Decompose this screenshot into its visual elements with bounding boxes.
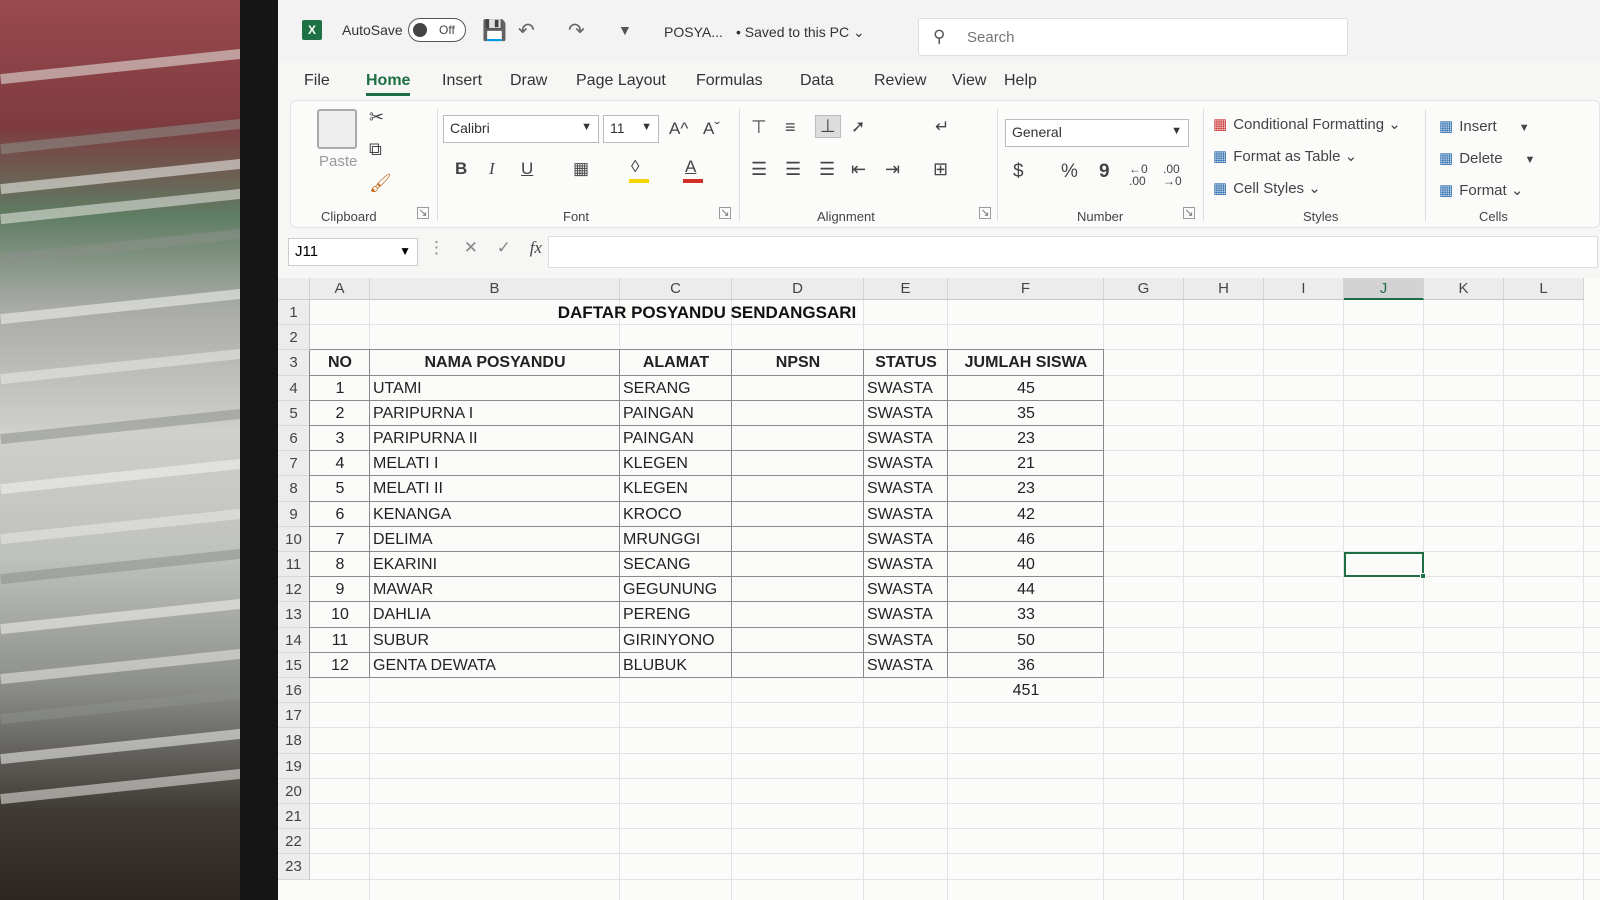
autosave-state: Off xyxy=(439,23,455,37)
table-cell[interactable]: MELATI II xyxy=(373,480,443,498)
search-input[interactable] xyxy=(967,25,1327,49)
paper-stack-edge xyxy=(0,686,258,724)
table-cell[interactable]: SWASTA xyxy=(867,656,933,674)
autosave-label: AutoSave xyxy=(342,22,403,38)
divider xyxy=(739,109,740,221)
table-cell[interactable]: KLEGEN xyxy=(623,455,688,473)
chevron-down-icon: ▼ xyxy=(641,121,652,133)
table-border xyxy=(310,400,1104,401)
table-cell[interactable] xyxy=(732,502,864,527)
shrink-font-icon[interactable]: Aˇ xyxy=(703,119,720,138)
row-header-11[interactable]: 11 xyxy=(278,552,310,577)
table-cell[interactable]: EKARINI xyxy=(373,556,438,573)
autosave-toggle[interactable] xyxy=(408,18,466,42)
row-header-14[interactable]: 14 xyxy=(278,628,310,653)
table-header-cell[interactable]: STATUS xyxy=(875,354,937,372)
paper-stack-edge xyxy=(0,726,258,764)
column-header-k[interactable]: K xyxy=(1424,278,1504,300)
underline-button[interactable]: U xyxy=(521,159,534,178)
table-cell[interactable] xyxy=(732,628,864,653)
excel-app-icon: X xyxy=(302,20,322,40)
table-border xyxy=(310,526,1104,527)
tab-insert[interactable]: Insert xyxy=(442,72,483,89)
row-header-1[interactable]: 1 xyxy=(278,300,310,325)
gridline xyxy=(310,753,1600,754)
table-border xyxy=(310,677,1104,678)
font-size-dropdown[interactable] xyxy=(603,115,659,143)
table-cell[interactable] xyxy=(732,552,864,577)
wrap-text-icon[interactable]: ↵ xyxy=(935,117,950,136)
paper-stack-edge xyxy=(0,226,258,264)
paper-stack-edge xyxy=(0,346,258,384)
row-header-4[interactable]: 4 xyxy=(278,376,310,401)
column-header-f[interactable]: F xyxy=(948,278,1104,300)
table-border xyxy=(310,576,1104,577)
delete-cells-icon: ▦ xyxy=(1439,150,1454,167)
row-header-18[interactable]: 18 xyxy=(278,728,310,753)
name-box[interactable] xyxy=(288,238,418,266)
column-header-e[interactable]: E xyxy=(864,278,948,300)
table-cell[interactable]: SECANG xyxy=(623,556,691,573)
table-cell[interactable]: 8 xyxy=(335,556,345,573)
clipboard-group-label: Clipboard xyxy=(321,209,377,224)
alignment-group-label: Alignment xyxy=(817,209,875,224)
column-header-b[interactable]: B xyxy=(370,278,620,300)
align-right-icon[interactable]: ☰ xyxy=(819,159,836,179)
document-title[interactable]: POSYA... xyxy=(664,24,723,40)
font-name-dropdown[interactable] xyxy=(443,115,599,143)
align-top-icon[interactable]: ⊤ xyxy=(751,117,767,137)
customize-toolbar-icon[interactable]: ▼ xyxy=(618,22,632,38)
row-header-15[interactable]: 15 xyxy=(278,653,310,678)
table-border xyxy=(310,551,1104,552)
table-cell[interactable]: 4 xyxy=(335,455,345,473)
table-cell[interactable]: 6 xyxy=(335,505,345,523)
redo-icon[interactable]: ↷ xyxy=(568,20,585,42)
table-cell[interactable]: PARIPURNA II xyxy=(373,430,478,447)
gridline xyxy=(1263,300,1264,900)
font-launcher-icon[interactable]: ↘ xyxy=(720,207,730,219)
table-cell[interactable]: 44 xyxy=(1017,581,1035,599)
table-header-cell[interactable]: JUMLAH SISWA xyxy=(964,354,1088,372)
insert-cells-button[interactable] xyxy=(1439,117,1530,135)
merge-center-icon[interactable]: ⊞ xyxy=(933,159,949,179)
more-icon[interactable]: ⋮ xyxy=(428,238,445,257)
paper-stack-edge xyxy=(0,596,258,634)
cell-styles-icon: ▦ xyxy=(1213,180,1228,197)
sheet-title[interactable]: DAFTAR POSYANDU SENDANGSARI xyxy=(557,303,857,322)
cancel-icon[interactable]: ✕ xyxy=(463,238,478,257)
table-cell[interactable] xyxy=(732,653,864,678)
copy-icon[interactable]: ⧉ xyxy=(369,139,382,159)
column-header-a[interactable]: A xyxy=(310,278,370,300)
alignment-launcher-icon[interactable]: ↘ xyxy=(980,207,990,219)
table-cell[interactable]: 2 xyxy=(335,404,345,422)
table-cell[interactable]: GENTA DEWATA xyxy=(373,656,496,674)
gridline xyxy=(1423,300,1424,900)
conditional-formatting-label: Conditional Formatting ⌄ xyxy=(1233,116,1401,133)
clipboard-launcher-icon[interactable]: ↘ xyxy=(418,207,428,219)
active-cell-selection[interactable] xyxy=(1344,552,1424,577)
table-cell[interactable]: 10 xyxy=(331,606,349,624)
column-header-j[interactable]: J xyxy=(1344,278,1424,300)
formula-bar xyxy=(278,232,1600,274)
decrease-decimal-button[interactable]: .00 →0 xyxy=(1163,162,1182,188)
paper-stack-edge xyxy=(0,46,258,84)
table-border xyxy=(310,652,1104,653)
table-cell[interactable] xyxy=(732,577,864,602)
table-cell[interactable]: 35 xyxy=(1017,404,1035,422)
gridline xyxy=(310,853,1600,854)
table-cell[interactable]: SERANG xyxy=(623,379,691,397)
format-as-table-icon: ▦ xyxy=(1213,148,1228,165)
format-as-table-label: Format as Table ⌄ xyxy=(1233,148,1358,165)
row-header-16[interactable]: 16 xyxy=(278,678,310,703)
table-cell[interactable]: DAHLIA xyxy=(373,606,431,624)
table-cell[interactable]: SWASTA xyxy=(867,404,933,422)
table-border xyxy=(310,627,1104,628)
table-cell[interactable]: MAWAR xyxy=(373,581,434,599)
table-border xyxy=(310,501,1104,502)
table-cell[interactable]: SWASTA xyxy=(867,379,933,397)
table-cell[interactable]: PAINGAN xyxy=(623,430,694,447)
tab-home[interactable]: Home xyxy=(366,72,410,96)
table-cell[interactable]: 45 xyxy=(1017,379,1035,397)
delete-cells-button[interactable] xyxy=(1439,149,1535,167)
table-cell[interactable]: SWASTA xyxy=(867,581,933,599)
table-cell[interactable]: 42 xyxy=(1017,505,1035,523)
chevron-down-icon: ▼ xyxy=(399,244,411,258)
paper-stack-edge xyxy=(0,406,258,444)
table-border xyxy=(731,350,732,678)
name-box-value: J11 xyxy=(295,243,319,260)
paper-stack-edge xyxy=(0,766,258,804)
row-header-19[interactable]: 19 xyxy=(278,754,310,779)
table-border xyxy=(310,601,1104,602)
table-cell[interactable]: MELATI I xyxy=(373,455,439,473)
table-border xyxy=(863,350,864,678)
table-cell[interactable]: SWASTA xyxy=(867,631,933,649)
fill-color-icon[interactable]: ◊ xyxy=(631,157,640,176)
table-cell[interactable] xyxy=(732,602,864,627)
tab-file[interactable]: File xyxy=(304,72,330,89)
number-format: General xyxy=(1012,124,1062,140)
paste-label[interactable]: Paste xyxy=(319,153,358,170)
table-border xyxy=(619,350,620,678)
column-header-h[interactable]: H xyxy=(1184,278,1264,300)
table-cell[interactable]: UTAMI xyxy=(373,379,422,397)
search-box[interactable] xyxy=(918,18,1348,56)
gridline xyxy=(310,879,1600,880)
table-header-cell[interactable]: NO xyxy=(328,354,352,372)
save-icon[interactable]: 💾 xyxy=(482,20,507,42)
number-format-dropdown[interactable] xyxy=(1005,119,1189,147)
comma-style-button[interactable]: 9 xyxy=(1099,161,1110,182)
table-border xyxy=(310,375,1104,376)
enter-icon[interactable]: ✓ xyxy=(496,238,511,257)
divider xyxy=(1203,109,1204,221)
gridline xyxy=(310,828,1600,829)
table-cell[interactable]: PARIPURNA I xyxy=(373,404,474,422)
excel-window xyxy=(278,0,1600,900)
borders-icon[interactable]: ▦ xyxy=(573,159,590,178)
chevron-down-icon: ▼ xyxy=(1171,125,1182,137)
align-middle-icon[interactable]: ≡ xyxy=(785,117,796,137)
table-cell[interactable]: BLUBUK xyxy=(623,656,688,674)
paper-stack-edge xyxy=(0,156,258,194)
font-name: Calibri xyxy=(450,120,490,136)
table-cell[interactable]: PERENG xyxy=(623,606,691,624)
paste-icon[interactable] xyxy=(317,109,357,149)
table-border xyxy=(369,350,370,678)
row-header-20[interactable]: 20 xyxy=(278,779,310,804)
row-header-6[interactable]: 6 xyxy=(278,426,310,451)
styles-group-label: Styles xyxy=(1303,209,1339,224)
table-cell[interactable]: 11 xyxy=(331,631,349,649)
table-cell[interactable]: KLEGEN xyxy=(623,480,688,498)
format-cells-icon: ▦ xyxy=(1439,182,1454,199)
number-group-label: Number xyxy=(1077,209,1124,224)
tab-review[interactable]: Review xyxy=(874,72,927,89)
table-cell[interactable]: 33 xyxy=(1017,606,1035,624)
table-cell[interactable] xyxy=(732,401,864,426)
increase-decimal-button[interactable]: ←0 .00 xyxy=(1129,162,1148,188)
column-header-c[interactable]: C xyxy=(620,278,732,300)
table-cell[interactable]: 23 xyxy=(1017,480,1035,498)
column-header-d[interactable]: D xyxy=(732,278,864,300)
tab-page-layout[interactable]: Page Layout xyxy=(576,72,666,89)
table-header-cell[interactable]: ALAMAT xyxy=(642,354,710,372)
table-cell[interactable]: 1 xyxy=(335,379,345,397)
table-border xyxy=(310,475,1104,476)
undo-icon[interactable]: ↶ xyxy=(518,20,535,42)
column-header-g[interactable]: G xyxy=(1104,278,1184,300)
format-painter-icon[interactable]: 🖌 xyxy=(369,173,392,193)
tab-help[interactable]: Help xyxy=(1004,72,1037,89)
decrease-indent-icon[interactable]: ⇤ xyxy=(851,159,867,179)
table-cell[interactable]: 50 xyxy=(1017,631,1035,649)
insert-cells-icon: ▦ xyxy=(1439,118,1454,135)
title-bar xyxy=(278,0,1600,62)
table-cell[interactable]: 21 xyxy=(1017,455,1035,473)
table-header-cell[interactable]: NAMA POSYANDU xyxy=(424,354,566,372)
row-header-9[interactable]: 9 xyxy=(278,502,310,527)
table-cell[interactable] xyxy=(732,476,864,501)
table-cell[interactable]: 46 xyxy=(1017,530,1035,548)
font-color-icon[interactable]: A xyxy=(685,157,697,176)
increase-indent-icon[interactable]: ⇥ xyxy=(885,159,901,179)
table-cell[interactable]: KROCO xyxy=(623,505,682,523)
table-border xyxy=(947,350,948,678)
row-header-21[interactable]: 21 xyxy=(278,804,310,829)
conditional-formatting-button[interactable] xyxy=(1213,115,1401,133)
gridline xyxy=(1343,300,1344,900)
search-icon: ⚲ xyxy=(933,27,946,46)
insert-cells-label: Insert xyxy=(1459,118,1497,135)
table-cell[interactable] xyxy=(732,451,864,476)
table-cell[interactable]: SWASTA xyxy=(867,556,933,573)
fill-color-swatch xyxy=(629,179,649,183)
row-header-12[interactable]: 12 xyxy=(278,577,310,602)
row-header-7[interactable]: 7 xyxy=(278,451,310,476)
gridline xyxy=(1583,300,1584,900)
table-border xyxy=(309,350,310,678)
paper-stack-edge xyxy=(0,506,258,544)
table-cell[interactable]: SUBUR xyxy=(373,631,430,649)
paper-stack-edge xyxy=(0,186,258,224)
cut-icon[interactable]: ✂ xyxy=(369,107,385,127)
percent-button[interactable]: % xyxy=(1061,161,1078,182)
row-header-10[interactable]: 10 xyxy=(278,527,310,552)
table-cell[interactable]: SWASTA xyxy=(867,530,933,548)
tab-data[interactable]: Data xyxy=(800,72,834,89)
table-header-cell[interactable]: NPSN xyxy=(775,354,821,372)
orientation-icon[interactable]: ➚ xyxy=(851,117,866,136)
row-header-5[interactable]: 5 xyxy=(278,401,310,426)
table-cell[interactable] xyxy=(732,527,864,552)
align-center-icon[interactable]: ☰ xyxy=(785,159,802,179)
gridline xyxy=(1183,300,1184,900)
toggle-knob xyxy=(413,23,427,37)
gridline xyxy=(310,727,1600,728)
formula-controls xyxy=(428,238,542,258)
tab-view[interactable]: View xyxy=(952,72,987,89)
table-cell[interactable]: 3 xyxy=(335,430,345,447)
format-as-table-button[interactable] xyxy=(1213,147,1357,165)
table-cell[interactable]: GIRINYONO xyxy=(623,631,715,649)
chevron-down-icon: ▼ xyxy=(581,121,592,133)
table-cell[interactable]: 36 xyxy=(1017,656,1035,674)
column-header-i[interactable]: I xyxy=(1264,278,1344,300)
font-size: 11 xyxy=(610,120,625,136)
gridline xyxy=(310,778,1600,779)
delete-cells-label: Delete xyxy=(1459,150,1503,167)
cell-styles-label: Cell Styles ⌄ xyxy=(1233,180,1321,197)
paper-stack-edge xyxy=(0,286,258,324)
row-header-22[interactable]: 22 xyxy=(278,829,310,854)
table-border xyxy=(1103,350,1104,678)
ribbon xyxy=(290,100,1600,228)
monitor-bezel xyxy=(240,0,282,900)
saved-status[interactable]: • Saved to this PC ⌄ xyxy=(736,24,865,40)
row-header-13[interactable]: 13 xyxy=(278,602,310,627)
divider xyxy=(1425,109,1426,221)
conditional-formatting-icon: ▦ xyxy=(1213,116,1228,133)
divider xyxy=(437,109,438,221)
bold-button[interactable]: B xyxy=(455,159,468,178)
column-header-l[interactable]: L xyxy=(1504,278,1584,300)
row-header-8[interactable]: 8 xyxy=(278,476,310,501)
font-group-label: Font xyxy=(563,209,590,224)
chevron-down-icon: ▼ xyxy=(1518,122,1530,134)
currency-button[interactable]: $ xyxy=(1013,161,1024,182)
table-cell[interactable] xyxy=(732,376,864,401)
divider xyxy=(997,109,998,221)
tab-formulas[interactable]: Formulas xyxy=(696,72,763,89)
table-cell[interactable]: PAINGAN xyxy=(623,404,694,422)
table-cell[interactable]: 9 xyxy=(335,581,345,599)
worksheet-grid[interactable] xyxy=(278,278,1600,900)
table-cell[interactable]: 12 xyxy=(331,656,349,674)
gridline xyxy=(310,803,1600,804)
table-cell[interactable]: GEGUNUNG xyxy=(623,581,718,599)
table-border xyxy=(310,349,1104,350)
table-cell[interactable]: 5 xyxy=(335,480,345,498)
gridline xyxy=(1503,300,1504,900)
select-all-corner[interactable] xyxy=(278,278,310,300)
table-cell[interactable]: SWASTA xyxy=(867,505,933,523)
row-header-2[interactable]: 2 xyxy=(278,325,310,350)
table-cell[interactable]: 7 xyxy=(335,530,345,548)
paper-stack-edge xyxy=(0,116,258,154)
paper-stack-edge xyxy=(0,456,258,494)
row-header-17[interactable]: 17 xyxy=(278,703,310,728)
cell-styles-button[interactable] xyxy=(1213,179,1321,197)
table-cell[interactable]: SWASTA xyxy=(867,455,933,473)
italic-button[interactable]: I xyxy=(489,159,495,178)
fill-handle[interactable] xyxy=(1420,573,1426,579)
font-color-swatch xyxy=(683,179,703,183)
table-cell[interactable]: MRUNGGI xyxy=(623,530,701,548)
table-border xyxy=(310,425,1104,426)
align-bottom-icon[interactable]: ⊥ xyxy=(815,115,841,138)
tab-draw[interactable]: Draw xyxy=(510,72,548,89)
insert-function-icon[interactable]: fx xyxy=(529,238,542,257)
table-cell[interactable]: KENANGA xyxy=(373,505,452,523)
table-cell[interactable]: DELIMA xyxy=(373,530,433,548)
table-cell[interactable] xyxy=(732,426,864,451)
row-header-3[interactable]: 3 xyxy=(278,350,310,375)
number-launcher-icon[interactable]: ↘ xyxy=(1184,207,1194,219)
format-cells-label: Format ⌄ xyxy=(1459,182,1524,199)
grow-font-icon[interactable]: A^ xyxy=(669,119,689,138)
total-cell[interactable]: 451 xyxy=(1012,682,1040,699)
cells-group-label: Cells xyxy=(1479,209,1508,224)
table-cell[interactable]: SWASTA xyxy=(867,606,933,624)
background-photo xyxy=(0,0,258,900)
chevron-down-icon: ▼ xyxy=(1524,154,1536,166)
format-cells-button[interactable] xyxy=(1439,181,1523,199)
paper-stack-edge xyxy=(0,546,258,584)
formula-input[interactable] xyxy=(548,236,1598,268)
paper-stack-edge xyxy=(0,646,258,684)
table-cell[interactable]: SWASTA xyxy=(867,430,933,447)
align-left-icon[interactable]: ☰ xyxy=(751,159,768,179)
row-header-23[interactable]: 23 xyxy=(278,854,310,879)
table-cell[interactable]: SWASTA xyxy=(867,480,933,498)
table-cell[interactable]: 23 xyxy=(1017,430,1035,447)
table-border xyxy=(310,450,1104,451)
table-cell[interactable]: 40 xyxy=(1017,556,1035,573)
